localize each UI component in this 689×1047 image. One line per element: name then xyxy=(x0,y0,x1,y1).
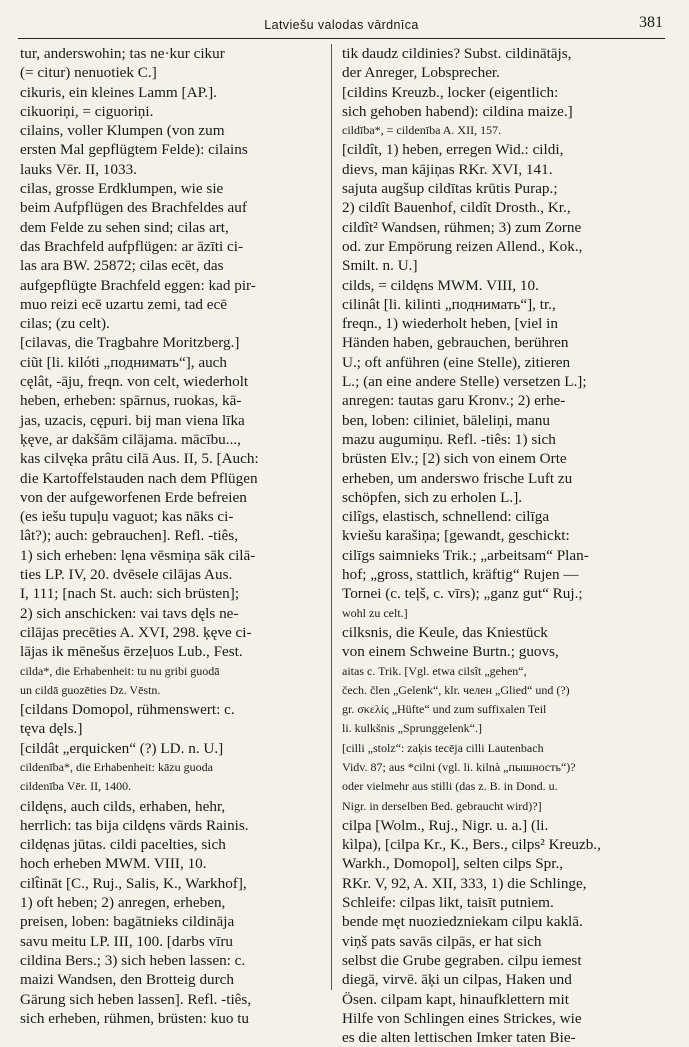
column-divider xyxy=(331,44,332,990)
text-line: (es iešu tupuļu vaguot; kas nāks ci- xyxy=(20,508,234,526)
page-number: 381 xyxy=(639,14,663,31)
text-line: [cildans Domopol, rühmenswert: c. xyxy=(20,701,235,719)
text-line: [cilavas, die Tragbahre Moritzberg.] xyxy=(20,334,240,352)
text-line: cilksnis, die Keule, das Kniestück xyxy=(342,623,548,641)
text-line: Smilt. n. U.] xyxy=(342,257,418,275)
text-line: [cildât „erquicken“ (?) LD. n. U.] xyxy=(20,739,224,757)
text-line: 1) sich erheben: lęna vēsmiņa sāk cilā- xyxy=(20,546,256,564)
text-line: hoch erheben MWM. VIII, 10. xyxy=(20,855,207,873)
text-line: muo reizi ecē uzartu zemi, tad ecē xyxy=(20,295,228,313)
text-line: cilîgs, elastisch, schnellend: cilīga xyxy=(342,508,550,526)
text-line: Warkh., Domopol], selten cilps Spr., xyxy=(342,855,564,873)
text-line: beim Aufpflügen des Brachfeldes auf xyxy=(20,199,247,217)
text-line: U.; oft anführen (eine Stelle), zitieren xyxy=(342,353,571,371)
text-line: das Brachfeld aufpflügen: ar āzīti ci- xyxy=(20,237,244,255)
text-line: 2) cildît Bauenhof, cildît Drosth., Kr., xyxy=(342,199,571,217)
text-line: [cilli „stolz“: zaķis tecēja cilli Lautenbach xyxy=(342,740,544,755)
text-line: cilinât [li. kilinti „поднимать“], tr., xyxy=(342,295,556,313)
text-line: jas, uzacis, cępuri. bij man viena līka xyxy=(20,411,245,429)
text-line: preisen, loben: bagātnieks cildināja xyxy=(20,913,235,931)
text-line: die Kartoffelstauden nach dem Pflügen xyxy=(20,469,258,487)
text-line: Händen haben, gebrauchen, berühren xyxy=(342,334,569,352)
text-line: herrlich: tas bija cildęns vārds Rainis. xyxy=(20,816,249,834)
text-line: Gärung sich heben lassen]. Refl. -tiês, xyxy=(20,990,252,1008)
text-line: cikuris, ein kleines Lamm [AP.]. xyxy=(20,83,217,101)
text-line: ersten Mal gepflügtem Felde): cilains xyxy=(20,141,248,159)
text-line: li. kulkšnis „Sprunggelenk“.] xyxy=(342,721,482,736)
text-line: savu meitu LP. III, 100. [darbs vīru xyxy=(20,932,234,950)
text-line: RKr. V, 92, A. XII, 333, 1) die Schlinge, xyxy=(342,874,587,892)
text-line: diegā, virvē. āķi un cilpas, Haken und xyxy=(342,971,572,989)
text-line: Ösen. cilpam kapt, hinaufklettern mit xyxy=(342,990,569,1008)
text-line: tur, anderswohin; tas ne·kur cikur xyxy=(20,45,225,62)
text-line: heben, erheben: spārnus, ruokas, kā- xyxy=(20,392,242,410)
right-column xyxy=(342,44,666,1047)
text-line: čech. člen „Gelenk“, klr. челен „Glied“ und (?) xyxy=(342,682,570,697)
text-line: cilains, voller Klumpen (von zum xyxy=(20,122,225,140)
text-line: cildenība Vēr. II, 1400. xyxy=(20,779,132,794)
text-line: lauks Vēr. II, 1033. xyxy=(20,160,137,178)
text-line: gr. σκελίς „Hüfte“ und zum suffixalen Teil xyxy=(342,702,547,717)
text-line: brüsten Elv.; [2) sich von einem Orte xyxy=(342,450,567,468)
text-line: aitas c. Trik. [Vgl. etwa cilsît „gehen“, xyxy=(342,663,527,678)
text-line: cildęnas jūtas. cildi pacelties, sich xyxy=(20,836,226,854)
running-title: Latviešu valodas vārdnīca xyxy=(264,18,419,32)
text-line: viņš pats savās cilpās, er hat sich xyxy=(342,932,542,950)
text-line: von der aufgeworfenen Erde befreien xyxy=(20,488,247,506)
text-line: cęlât, -āju, freqn. von celt, wiederholt xyxy=(20,373,249,391)
text-line: freqn., 1) wiederholt heben, [viel in xyxy=(342,315,558,333)
text-line: es die alten lettischen Imker taten Bie- xyxy=(342,1029,576,1047)
text-line: cilas; (zu celt). xyxy=(20,315,110,333)
text-line: od. zur Empörung reizen Allend., Kok., xyxy=(342,237,583,255)
text-line: cilīgs saimnieks Trik.; „arbeitsam“ Plan- xyxy=(342,546,589,564)
text-line: cilpa [Wolm., Ruj., Nigr. u. a.] (li. xyxy=(342,816,549,834)
text-line: selbst die Grube gegraben. cilpu iemest xyxy=(342,951,582,969)
text-line: bende męt nuoziedzniekam cilpu kaklā. xyxy=(342,913,583,931)
text-line: kviešu karašiņa; [gewandt, geschickt: xyxy=(342,527,570,545)
text-line: schöpfen, sich zu erholen L.]. xyxy=(342,488,523,506)
text-line: cikuoriņi, = ciguoriņi. xyxy=(20,102,154,120)
text-line: [cildît, 1) heben, erregen Wid.: cildi, xyxy=(342,141,564,159)
text-line: Hilfe von Schlingen eines Strickes, wie xyxy=(342,1009,582,1027)
text-line: von einem Schweine Burtn.; guovs, xyxy=(342,643,559,661)
text-line: tęva dęls.] xyxy=(20,720,83,738)
text-line: las ara BW. 25872; cilas ecēt, das xyxy=(20,257,224,275)
text-line: Tornei (c. teļš, c. vīrs); „ganz gut“ Ruj.; xyxy=(342,585,583,603)
text-line: L.; (an eine andere Stelle) versetzen L.]; xyxy=(342,373,587,391)
text-line: cildina Bers.; 3) sich heben lassen: c. xyxy=(20,951,246,969)
text-line: cildība*, = cildenība A. XII, 157. xyxy=(342,123,502,138)
text-line: aufgepflügte Brachfeld eggen: kad pir- xyxy=(20,276,256,294)
text-line: kas cilvęka prâtu cilā Aus. II, 5. [Auch: xyxy=(20,450,259,468)
text-line: ben, loben: ciliniet, bāleliņi, manu xyxy=(342,411,550,429)
text-line: cildît² Wandsen, rühmen; 3) zum Zorne xyxy=(342,218,582,236)
text-line: sich gehoben habend): cildina maize.] xyxy=(342,102,573,120)
text-line: mazu augumiņu. Refl. -tiês: 1) sich xyxy=(342,430,556,448)
text-line: 1) oft heben; 2) anregen, erheben, xyxy=(20,894,226,912)
text-line: sajuta augšup cildītas krūtis Purap.; xyxy=(342,180,558,198)
text-line: ties LP. IV, 20. dvēsele cilājas Aus. xyxy=(20,566,233,584)
text-line: erheben, um anderswo frische Luft zu xyxy=(342,469,573,487)
text-line: anregen: tautas garu Kronv.; 2) erhe- xyxy=(342,392,566,410)
text-line: hof; „gross, stattlich, kräftig“ Rujen — xyxy=(342,566,579,584)
text-line: cilt̂ināt [C., Ruj., Salis, K., Warkhof], xyxy=(20,874,247,892)
text-line: dievs, man kājiņas RKr. XVI, 141. xyxy=(342,160,553,178)
page-header xyxy=(18,8,665,39)
text-line: cilājas precēties A. XVI, 298. ķęve ci- xyxy=(20,623,252,641)
text-line: cilds, = cildęns MWM. VIII, 10. xyxy=(342,276,539,294)
left-column xyxy=(20,44,320,1027)
text-line: oder vielmehr aus stilli (das z. B. in Dond. u. xyxy=(342,779,558,794)
text-line: tik daudz cildinies? Subst. cildinātājs, xyxy=(342,45,572,62)
text-line: maizi Wandsen, den Brotteig durch xyxy=(20,971,235,989)
text-line: Nigr. in derselben Bed. gebraucht wird)?] xyxy=(342,798,542,813)
text-line: 2) sich anschicken: vai tavs dęls ne- xyxy=(20,604,239,622)
text-line: cilda*, die Erhabenheit: tu nu gribi guodā xyxy=(20,663,220,678)
text-line: ciũt [li. kilóti „поднимать“], auch xyxy=(20,353,228,371)
text-line: Schleife: cilpas likt, taisīt putniem. xyxy=(342,894,554,912)
text-line: wohl zu celt.] xyxy=(342,605,408,620)
text-line: cildenība*, die Erhabenheit: kāzu guoda xyxy=(20,759,213,774)
text-line: [cildins Kreuzb., locker (eigentlich: xyxy=(342,83,559,101)
text-line: sich erheben, rühmen, brüsten: kuo tu xyxy=(20,1009,250,1027)
text-line: lājas ik mēnešus ērzeļuos Lub., Fest. xyxy=(20,643,243,661)
text-line: un cildā guozēties Dz. Vēstn. xyxy=(20,682,161,697)
text-line: I, 111; [nach St. auch: sich brüsten]; xyxy=(20,585,240,603)
text-line: (= citur) nenuotiek C.] xyxy=(20,64,157,82)
text-line: lât?); auch: gebrauchen]. Refl. -tiês, xyxy=(20,527,239,545)
text-line: Vidv. 87; aus *cilni (vgl. li. kilnà „пышность“)? xyxy=(342,759,576,774)
text-line: ķęve, ar dakšām cilājama. mācību..., xyxy=(20,430,241,448)
text-line: der Anreger, Lobsprecher. xyxy=(342,64,500,82)
text-line: kìlpa), [cilpa Kr., K., Bers., cilps² Kreuzb., xyxy=(342,836,601,854)
text-line: dem Felde zu sehen sind; cilas art, xyxy=(20,218,229,236)
text-line: cildęns, auch cilds, erhaben, hehr, xyxy=(20,797,226,815)
text-line: cilas, grosse Erdklumpen, wie sie xyxy=(20,180,224,198)
